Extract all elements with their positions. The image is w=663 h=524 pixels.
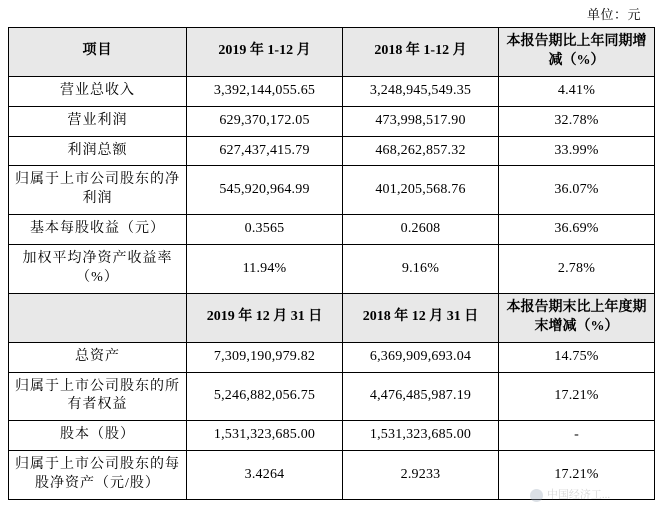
row-label: 加权平均净资产收益率（%） bbox=[9, 245, 187, 294]
table-row bbox=[9, 421, 655, 451]
column-header-item: 项目 bbox=[9, 28, 187, 77]
row-value-change: - bbox=[499, 421, 655, 451]
row-value-change: 32.78% bbox=[499, 106, 655, 136]
row-value-previous: 1,531,323,685.00 bbox=[343, 421, 499, 451]
row-value-current: 0.3565 bbox=[187, 215, 343, 245]
table-row bbox=[9, 76, 655, 106]
row-value-current: 3,392,144,055.65 bbox=[187, 76, 343, 106]
table-row bbox=[9, 342, 655, 372]
row-value-previous: 9.16% bbox=[343, 245, 499, 294]
column-header-current-period: 2019 年 1-12 月 bbox=[187, 28, 343, 77]
row-value-change: 17.21% bbox=[499, 451, 655, 500]
table-row bbox=[9, 166, 655, 215]
row-value-change: 33.99% bbox=[499, 136, 655, 166]
row-value-previous: 468,262,857.32 bbox=[343, 136, 499, 166]
row-value-change: 17.21% bbox=[499, 372, 655, 421]
row-value-previous: 3,248,945,549.35 bbox=[343, 76, 499, 106]
unit-note: 单位：元 bbox=[586, 7, 641, 22]
column-header-previous-period: 2018 年 1-12 月 bbox=[343, 28, 499, 77]
table-header-row-balance bbox=[9, 293, 655, 342]
row-label: 股本（股） bbox=[9, 421, 187, 451]
row-label: 归属于上市公司股东的净利润 bbox=[9, 166, 187, 215]
row-value-change: 14.75% bbox=[499, 342, 655, 372]
row-value-previous: 6,369,909,693.04 bbox=[343, 342, 499, 372]
watermark-text: 中国经济工... bbox=[546, 489, 611, 501]
column-header-current-date: 2019 年 12 月 31 日 bbox=[187, 293, 343, 342]
row-value-current: 1,531,323,685.00 bbox=[187, 421, 343, 451]
column-header-change-period-end: 本报告期末比上年度期末增减（%） bbox=[499, 293, 655, 342]
row-value-change: 36.07% bbox=[499, 166, 655, 215]
row-value-current: 3.4264 bbox=[187, 451, 343, 500]
table-row bbox=[9, 451, 655, 500]
row-label: 归属于上市公司股东的每股净资产（元/股） bbox=[9, 451, 187, 500]
row-value-change: 36.69% bbox=[499, 215, 655, 245]
row-value-current: 629,370,172.05 bbox=[187, 106, 343, 136]
financial-summary-table bbox=[8, 27, 655, 500]
row-value-previous: 0.2608 bbox=[343, 215, 499, 245]
table-row bbox=[9, 372, 655, 421]
column-header-change: 本报告期比上年同期增减（%） bbox=[499, 28, 655, 77]
row-value-current: 7,309,190,979.82 bbox=[187, 342, 343, 372]
row-label: 营业利润 bbox=[9, 106, 187, 136]
row-value-previous: 401,205,568.76 bbox=[343, 166, 499, 215]
row-value-current: 545,920,964.99 bbox=[187, 166, 343, 215]
row-label: 利润总额 bbox=[9, 136, 187, 166]
row-value-current: 11.94% bbox=[187, 245, 343, 294]
table-header-row-annual bbox=[9, 28, 655, 77]
row-value-previous: 2.9233 bbox=[343, 451, 499, 500]
row-value-current: 5,246,882,056.75 bbox=[187, 372, 343, 421]
row-value-previous: 4,476,485,987.19 bbox=[343, 372, 499, 421]
row-value-change: 2.78% bbox=[499, 245, 655, 294]
table-row bbox=[9, 215, 655, 245]
table-row bbox=[9, 106, 655, 136]
row-value-previous: 473,998,517.90 bbox=[343, 106, 499, 136]
column-header-item-empty bbox=[9, 293, 187, 342]
row-value-change: 4.41% bbox=[499, 76, 655, 106]
column-header-previous-date: 2018 年 12 月 31 日 bbox=[343, 293, 499, 342]
row-value-current: 627,437,415.79 bbox=[187, 136, 343, 166]
row-label: 总资产 bbox=[9, 342, 187, 372]
row-label: 营业总收入 bbox=[9, 76, 187, 106]
row-label: 归属于上市公司股东的所有者权益 bbox=[9, 372, 187, 421]
table-row bbox=[9, 136, 655, 166]
table-row bbox=[9, 245, 655, 294]
row-label: 基本每股收益（元） bbox=[9, 215, 187, 245]
